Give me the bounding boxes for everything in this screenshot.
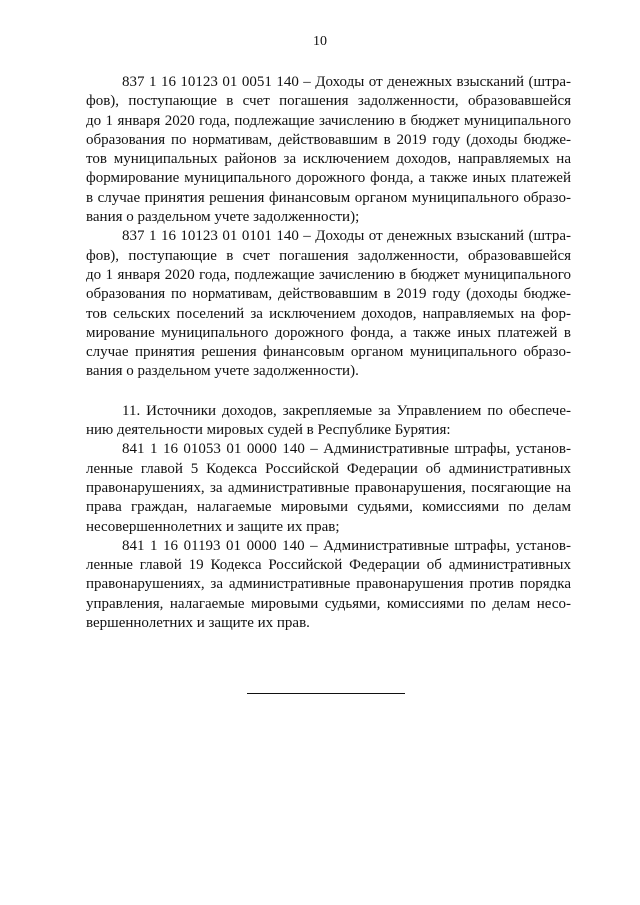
text-line: вершеннолетних и защите их прав. xyxy=(86,615,310,632)
paragraph-income-837-0051 xyxy=(86,73,571,227)
text-line: 841 1 16 01053 01 0000 140 – Административные штрафы, установ- xyxy=(122,441,571,458)
text-line: тов сельских поселений за исключением доходов, направляемых на фор- xyxy=(86,305,571,322)
text-line: нию деятельности мировых судей в Республике Бурятия: xyxy=(86,422,451,439)
text-line: 841 1 16 01193 01 0000 140 – Административные штрафы, установ- xyxy=(122,537,571,554)
text-line: мирование муниципального дорожного фонда, а также иных платежей в xyxy=(86,324,571,341)
paragraph-income-841-01053 xyxy=(86,440,571,536)
section-11-heading xyxy=(86,402,571,441)
text-line: фов), поступающие в счет погашения задолженности, образовавшейся xyxy=(86,93,571,110)
end-of-document-rule xyxy=(247,693,405,694)
text-line: несовершеннолетних и защите их прав; xyxy=(86,518,340,535)
text-line: образования по нормативам, действовавшим в 2019 году (доходы бюдже- xyxy=(86,131,571,148)
text-line: 837 1 16 10123 01 0101 140 – Доходы от денежных взысканий (штра- xyxy=(122,228,571,245)
text-line: в случае принятия решения финансовым органом муниципального образо- xyxy=(86,189,571,206)
paragraph-income-841-01193 xyxy=(86,537,571,633)
text-line: правонарушениях, за административные правонарушения против порядка xyxy=(86,576,571,593)
text-line: до 1 января 2020 года, подлежащие зачислению в бюджет муниципального xyxy=(86,112,571,129)
paragraph-income-837-0101 xyxy=(86,227,571,381)
text-line: до 1 января 2020 года, подлежащие зачислению в бюджет муниципального xyxy=(86,266,571,283)
text-line: образования по нормативам, действовавшим в 2019 году (доходы бюдже- xyxy=(86,286,571,303)
text-line: ленные главой 5 Кодекса Российской Федерации об административных xyxy=(86,460,571,477)
text-line: 837 1 16 10123 01 0051 140 – Доходы от денежных взысканий (штра- xyxy=(122,74,571,90)
document-body xyxy=(86,73,571,633)
text-line: фов), поступающие в счет погашения задолженности, образовавшейся xyxy=(86,247,571,264)
text-line: тов муниципальных районов за исключением доходов, направляемых на xyxy=(86,151,571,168)
text-line: вания о раздельном учете задолженности). xyxy=(86,363,359,380)
text-line: формирование муниципального дорожного фонда, а также иных платежей xyxy=(86,170,571,187)
page-number: 10 xyxy=(313,34,327,49)
text-line: ленные главой 19 Кодекса Российской Федерации об административных xyxy=(86,557,571,574)
text-line: вания о раздельном учете задолженности); xyxy=(86,209,360,226)
text-line: управления, налагаемые мировыми судьями, комиссиями по делам несо- xyxy=(86,595,571,612)
paragraph-spacer xyxy=(86,382,571,402)
text-line: случае принятия решения финансовым органом муниципального образо- xyxy=(86,344,571,361)
text-line: правонарушениях, за административные правонарушения, посягающие на xyxy=(86,479,571,496)
text-line: права граждан, налагаемые мировыми судьями, комиссиями по делам xyxy=(86,499,571,516)
text-line: 11. Источники доходов, закрепляемые за Управлением по обеспече- xyxy=(122,402,571,419)
